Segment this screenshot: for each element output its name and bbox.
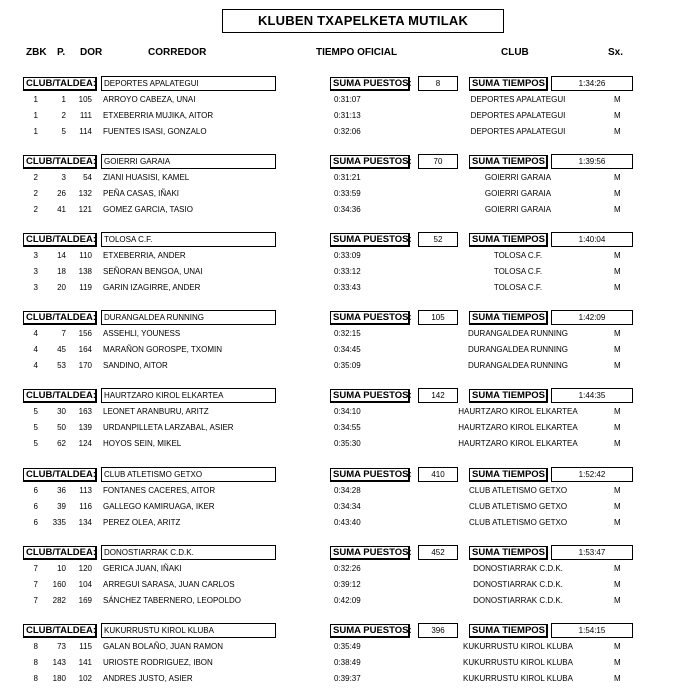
position-cell: 143 <box>52 657 66 667</box>
runner-club-cell: DONOSTIARRAK C.D.K. <box>473 563 563 573</box>
runner-club-cell: TOLOSA C.F. <box>493 267 543 277</box>
zbk-cell: 7 <box>33 595 38 605</box>
club-name-box: HAURTZARO KIROL ELKARTEA <box>101 388 276 403</box>
runner-row <box>0 502 681 518</box>
zbk-cell: 6 <box>33 485 38 495</box>
position-cell: 160 <box>52 579 66 589</box>
header-club: CLUB <box>501 47 529 58</box>
dorsal-cell: 163 <box>78 407 92 417</box>
runner-club-cell: DONOSTIARRAK C.D.K. <box>473 579 563 589</box>
runner-row <box>0 95 681 111</box>
header-zbk: ZBK <box>26 47 47 58</box>
position-cell: 14 <box>57 251 66 261</box>
dorsal-cell: 113 <box>79 485 92 495</box>
time-cell: 0:34:10 <box>334 407 361 417</box>
runner-name-cell: ZIANI HUASISI, KAMEL <box>103 173 190 183</box>
runner-row <box>0 205 681 221</box>
header-tiempo-oficial: TIEMPO OFICIAL <box>316 47 398 58</box>
time-cell: 0:32:15 <box>334 329 361 339</box>
position-cell: 7 <box>61 329 66 339</box>
dorsal-cell: 114 <box>79 127 92 136</box>
position-cell: 180 <box>52 673 66 683</box>
club-group <box>0 388 681 461</box>
zbk-cell: 4 <box>33 329 38 339</box>
time-cell: 0:34:28 <box>334 485 361 495</box>
club-group <box>0 310 681 383</box>
sex-cell: M <box>614 641 621 651</box>
club-group <box>0 154 681 227</box>
club-taldea-label: CLUB/TALDEA: <box>23 233 97 247</box>
position-cell: 30 <box>57 407 66 417</box>
club-name-box: GOIERRI GARAIA <box>101 154 276 169</box>
runner-name-cell: MARAÑON GOROSPE, TXOMIN <box>103 345 222 355</box>
suma-puestos-value: 396 <box>418 623 458 638</box>
runner-club-cell: GOIERRI GARAIA <box>484 205 552 215</box>
dorsal-cell: 120 <box>78 563 92 573</box>
position-cell: 2 <box>61 111 66 120</box>
sex-cell: M <box>614 563 621 573</box>
runner-row <box>0 564 681 580</box>
suma-tiempos-value: 1:44:35 <box>551 388 633 403</box>
suma-tiempos-label: SUMA TIEMPOS: <box>469 389 548 403</box>
suma-tiempos-value: 1:52:42 <box>551 467 633 482</box>
dorsal-cell: 104 <box>78 579 92 589</box>
runner-club-cell: TOLOSA C.F. <box>493 251 543 261</box>
zbk-cell: 2 <box>33 205 38 215</box>
club-taldea-label: CLUB/TALDEA: <box>23 468 97 482</box>
dorsal-cell: 119 <box>79 283 92 293</box>
time-cell: 0:33:09 <box>334 251 361 261</box>
club-taldea-label: CLUB/TALDEA: <box>23 77 97 91</box>
club-group <box>0 76 681 149</box>
zbk-cell: 2 <box>33 173 38 183</box>
runner-club-cell: GOIERRI GARAIA <box>484 173 552 183</box>
time-cell: 0:39:12 <box>334 579 361 589</box>
runner-row <box>0 173 681 189</box>
runner-name-cell: LEONET ARANBURU, ARITZ <box>103 407 209 417</box>
dorsal-cell: 164 <box>78 345 92 355</box>
zbk-cell: 8 <box>33 673 38 683</box>
zbk-cell: 5 <box>33 439 38 449</box>
zbk-cell: 6 <box>33 501 38 511</box>
suma-tiempos-label: SUMA TIEMPOS: <box>469 624 548 638</box>
runner-row <box>0 329 681 345</box>
club-name-box: DEPORTES APALATEGUI <box>101 76 276 91</box>
runner-club-cell: TOLOSA C.F. <box>493 283 543 293</box>
runner-row <box>0 127 681 143</box>
sex-cell: M <box>614 111 621 120</box>
zbk-cell: 7 <box>33 563 38 573</box>
time-cell: 0:33:43 <box>334 283 361 293</box>
runner-name-cell: ETXEBERRIA, ANDER <box>103 251 186 261</box>
sex-cell: M <box>614 345 621 355</box>
suma-tiempos-value: 1:40:04 <box>551 232 633 247</box>
time-cell: 0:33:12 <box>334 267 361 277</box>
time-cell: 0:35:30 <box>334 439 361 449</box>
club-group <box>0 545 681 618</box>
position-cell: 36 <box>57 485 66 495</box>
zbk-cell: 6 <box>33 517 38 527</box>
sex-cell: M <box>614 283 621 293</box>
sex-cell: M <box>614 173 621 183</box>
dorsal-cell: 134 <box>78 517 92 527</box>
header-dorsal: DOR <box>80 47 103 58</box>
runner-row <box>0 267 681 283</box>
suma-puestos-value: 8 <box>418 76 458 91</box>
zbk-cell: 1 <box>33 127 38 136</box>
runner-club-cell: KUKURRUSTU KIROL KLUBA <box>463 641 573 651</box>
time-cell: 0:35:09 <box>334 361 361 371</box>
suma-puestos-value: 70 <box>418 154 458 169</box>
sex-cell: M <box>614 501 621 511</box>
runner-name-cell: PEREZ OLEA, ARITZ <box>103 517 181 527</box>
suma-puestos-label: SUMA PUESTOS: <box>330 155 410 169</box>
sex-cell: M <box>614 407 621 417</box>
runner-row <box>0 111 681 127</box>
runner-row <box>0 642 681 658</box>
club-name-box: DONOSTIARRAK C.D.K. <box>101 545 276 560</box>
suma-tiempos-value: 1:39:56 <box>551 154 633 169</box>
time-cell: 0:31:07 <box>334 95 361 104</box>
runner-name-cell: URDANPILLETA LARZABAL, ASIER <box>103 423 234 433</box>
suma-puestos-label: SUMA PUESTOS: <box>330 311 410 325</box>
dorsal-cell: 170 <box>78 361 92 371</box>
suma-puestos-value: 142 <box>418 388 458 403</box>
suma-puestos-label: SUMA PUESTOS: <box>330 468 410 482</box>
position-cell: 73 <box>57 641 66 651</box>
club-name-box: CLUB ATLETISMO GETXO <box>101 467 276 482</box>
position-cell: 45 <box>57 345 66 355</box>
runner-row <box>0 439 681 455</box>
sex-cell: M <box>614 579 621 589</box>
sex-cell: M <box>614 189 621 199</box>
runner-club-cell: HAURTZARO KIROL ELKARTEA <box>458 407 578 417</box>
suma-tiempos-label: SUMA TIEMPOS: <box>469 155 548 169</box>
club-group <box>0 232 681 305</box>
time-cell: 0:38:49 <box>334 657 361 667</box>
suma-puestos-label: SUMA PUESTOS: <box>330 233 410 247</box>
runner-row <box>0 361 681 377</box>
dorsal-cell: 102 <box>78 673 92 683</box>
zbk-cell: 7 <box>33 579 38 589</box>
club-group <box>0 467 681 540</box>
club-name-box: DURANGALDEA RUNNING <box>101 310 276 325</box>
zbk-cell: 3 <box>33 267 38 277</box>
runner-club-cell: DURANGALDEA RUNNING <box>467 361 568 371</box>
suma-puestos-label: SUMA PUESTOS: <box>330 624 410 638</box>
runner-club-cell: CLUB ATLETISMO GETXO <box>468 517 568 527</box>
sex-cell: M <box>614 595 621 605</box>
club-taldea-label: CLUB/TALDEA: <box>23 155 97 169</box>
dorsal-cell: 169 <box>78 595 92 605</box>
position-cell: 335 <box>52 517 66 527</box>
header-corredor: CORREDOR <box>148 47 207 58</box>
runner-name-cell: ASSEHLI, YOUNESS <box>103 329 181 339</box>
runner-row <box>0 283 681 299</box>
zbk-cell: 3 <box>33 283 38 293</box>
runner-club-cell: GOIERRI GARAIA <box>484 189 552 199</box>
time-cell: 0:34:45 <box>334 345 361 355</box>
runner-row <box>0 189 681 205</box>
suma-tiempos-label: SUMA TIEMPOS: <box>469 77 548 91</box>
header-position: P. <box>57 47 66 58</box>
runner-name-cell: ANDRES JUSTO, ASIER <box>103 673 193 683</box>
zbk-cell: 8 <box>33 641 38 651</box>
runner-row <box>0 251 681 267</box>
dorsal-cell: 141 <box>78 657 92 667</box>
position-cell: 41 <box>57 205 66 215</box>
suma-tiempos-value: 1:42:09 <box>551 310 633 325</box>
time-cell: 0:34:34 <box>334 501 361 511</box>
sex-cell: M <box>614 267 621 277</box>
sex-cell: M <box>614 205 621 215</box>
sex-cell: M <box>614 423 621 433</box>
runner-row <box>0 423 681 439</box>
sex-cell: M <box>614 439 621 449</box>
time-cell: 0:33:59 <box>334 189 361 199</box>
dorsal-cell: 54 <box>83 173 92 183</box>
sex-cell: M <box>614 361 621 371</box>
time-cell: 0:42:09 <box>334 595 361 605</box>
runner-club-cell: DONOSTIARRAK C.D.K. <box>473 595 563 605</box>
zbk-cell: 4 <box>33 345 38 355</box>
runner-club-cell: DEPORTES APALATEGUI <box>470 111 566 120</box>
runner-name-cell: GOMEZ GARCIA, TASIO <box>103 205 193 215</box>
club-taldea-label: CLUB/TALDEA: <box>23 389 97 403</box>
dorsal-cell: 116 <box>79 501 92 511</box>
time-cell: 0:39:37 <box>334 673 361 683</box>
runner-name-cell: GALAN BOLAÑO, JUAN RAMON <box>103 641 224 651</box>
runner-name-cell: GERICA JUAN, IÑAKI <box>103 563 182 573</box>
runner-row <box>0 658 681 674</box>
dorsal-cell: 110 <box>79 251 92 261</box>
position-cell: 18 <box>57 267 66 277</box>
runner-name-cell: ARREGUI SARASA, JUAN CARLOS <box>103 579 235 589</box>
zbk-cell: 1 <box>33 111 38 120</box>
runner-row <box>0 518 681 534</box>
runner-club-cell: KUKURRUSTU KIROL KLUBA <box>463 673 573 683</box>
position-cell: 10 <box>57 563 66 573</box>
suma-tiempos-label: SUMA TIEMPOS: <box>469 233 548 247</box>
time-cell: 0:32:26 <box>334 563 361 573</box>
time-cell: 0:34:36 <box>334 205 361 215</box>
zbk-cell: 5 <box>33 407 38 417</box>
runner-club-cell: DURANGALDEA RUNNING <box>467 345 568 355</box>
dorsal-cell: 132 <box>78 189 92 199</box>
runner-name-cell: URIOSTE RODRIGUEZ, IBON <box>103 657 213 667</box>
suma-tiempos-value: 1:53:47 <box>551 545 633 560</box>
runner-name-cell: HOYOS SEIN, MIKEL <box>103 439 182 449</box>
position-cell: 5 <box>61 127 66 136</box>
header-sex: Sx. <box>608 47 624 58</box>
club-taldea-label: CLUB/TALDEA: <box>23 311 97 325</box>
position-cell: 1 <box>61 95 66 104</box>
runner-name-cell: FUENTES ISASI, GONZALO <box>103 127 207 136</box>
runner-club-cell: CLUB ATLETISMO GETXO <box>468 485 568 495</box>
club-name-box: KUKURRUSTU KIROL KLUBA <box>101 623 276 638</box>
suma-tiempos-value: 1:34:26 <box>551 76 633 91</box>
suma-puestos-value: 452 <box>418 545 458 560</box>
position-cell: 62 <box>57 439 66 449</box>
runner-club-cell: CLUB ATLETISMO GETXO <box>468 501 568 511</box>
dorsal-cell: 115 <box>79 641 92 651</box>
time-cell: 0:43:40 <box>334 517 361 527</box>
suma-tiempos-label: SUMA TIEMPOS: <box>469 546 548 560</box>
dorsal-cell: 105 <box>78 95 92 104</box>
suma-tiempos-value: 1:54:15 <box>551 623 633 638</box>
time-cell: 0:35:49 <box>334 641 361 651</box>
dorsal-cell: 111 <box>79 111 92 120</box>
position-cell: 20 <box>57 283 66 293</box>
position-cell: 39 <box>57 501 66 511</box>
runner-row <box>0 407 681 423</box>
suma-tiempos-label: SUMA TIEMPOS: <box>469 468 548 482</box>
zbk-cell: 1 <box>33 95 38 104</box>
time-cell: 0:32:06 <box>334 127 361 136</box>
runner-row <box>0 674 681 690</box>
position-cell: 53 <box>57 361 66 371</box>
dorsal-cell: 121 <box>78 205 92 215</box>
position-cell: 50 <box>57 423 66 433</box>
sex-cell: M <box>614 127 621 136</box>
zbk-cell: 3 <box>33 251 38 261</box>
suma-puestos-label: SUMA PUESTOS: <box>330 77 410 91</box>
runner-row <box>0 486 681 502</box>
time-cell: 0:34:55 <box>334 423 361 433</box>
dorsal-cell: 124 <box>78 439 92 449</box>
sex-cell: M <box>614 673 621 683</box>
zbk-cell: 5 <box>33 423 38 433</box>
zbk-cell: 8 <box>33 657 38 667</box>
suma-puestos-label: SUMA PUESTOS: <box>330 389 410 403</box>
sex-cell: M <box>614 657 621 667</box>
club-group <box>0 623 681 696</box>
runner-club-cell: HAURTZARO KIROL ELKARTEA <box>458 439 578 449</box>
club-name-box: TOLOSA C.F. <box>101 232 276 247</box>
runner-name-cell: GALLEGO KAMIRUAGA, IKER <box>103 501 215 511</box>
runner-name-cell: SANDINO, AITOR <box>103 361 168 371</box>
time-cell: 0:31:21 <box>334 173 361 183</box>
runner-name-cell: GARIN IZAGIRRE, ANDER <box>103 283 201 293</box>
club-taldea-label: CLUB/TALDEA: <box>23 546 97 560</box>
page-title: KLUBEN TXAPELKETA MUTILAK <box>222 9 504 33</box>
runner-name-cell: SÁNCHEZ TABERNERO, LEOPOLDO <box>103 595 241 605</box>
sex-cell: M <box>614 251 621 261</box>
dorsal-cell: 139 <box>78 423 92 433</box>
sex-cell: M <box>614 517 621 527</box>
suma-tiempos-label: SUMA TIEMPOS: <box>469 311 548 325</box>
sex-cell: M <box>614 95 621 104</box>
position-cell: 3 <box>61 173 66 183</box>
runner-name-cell: ARROYO CABEZA, UNAI <box>103 95 196 104</box>
runner-club-cell: DEPORTES APALATEGUI <box>470 127 566 136</box>
runner-club-cell: DURANGALDEA RUNNING <box>467 329 568 339</box>
time-cell: 0:31:13 <box>334 111 361 120</box>
runner-name-cell: ETXEBERRIA MUJIKA, AITOR <box>103 111 214 120</box>
club-taldea-label: CLUB/TALDEA: <box>23 624 97 638</box>
runner-row <box>0 580 681 596</box>
runner-row <box>0 596 681 612</box>
suma-puestos-value: 410 <box>418 467 458 482</box>
zbk-cell: 2 <box>33 189 38 199</box>
position-cell: 26 <box>57 189 66 199</box>
runner-row <box>0 345 681 361</box>
suma-puestos-value: 105 <box>418 310 458 325</box>
dorsal-cell: 138 <box>78 267 92 277</box>
runner-club-cell: KUKURRUSTU KIROL KLUBA <box>463 657 573 667</box>
runner-club-cell: DEPORTES APALATEGUI <box>470 95 566 104</box>
suma-puestos-value: 52 <box>418 232 458 247</box>
suma-puestos-label: SUMA PUESTOS: <box>330 546 410 560</box>
runner-name-cell: SEÑORAN BENGOA, UNAI <box>103 267 203 277</box>
position-cell: 282 <box>52 595 66 605</box>
runner-name-cell: PEÑA CASAS, IÑAKI <box>103 189 180 199</box>
sex-cell: M <box>614 329 621 339</box>
zbk-cell: 4 <box>33 361 38 371</box>
runner-name-cell: FONTANES CACERES, AITOR <box>103 485 216 495</box>
dorsal-cell: 156 <box>78 329 92 339</box>
sex-cell: M <box>614 485 621 495</box>
runner-club-cell: HAURTZARO KIROL ELKARTEA <box>458 423 578 433</box>
